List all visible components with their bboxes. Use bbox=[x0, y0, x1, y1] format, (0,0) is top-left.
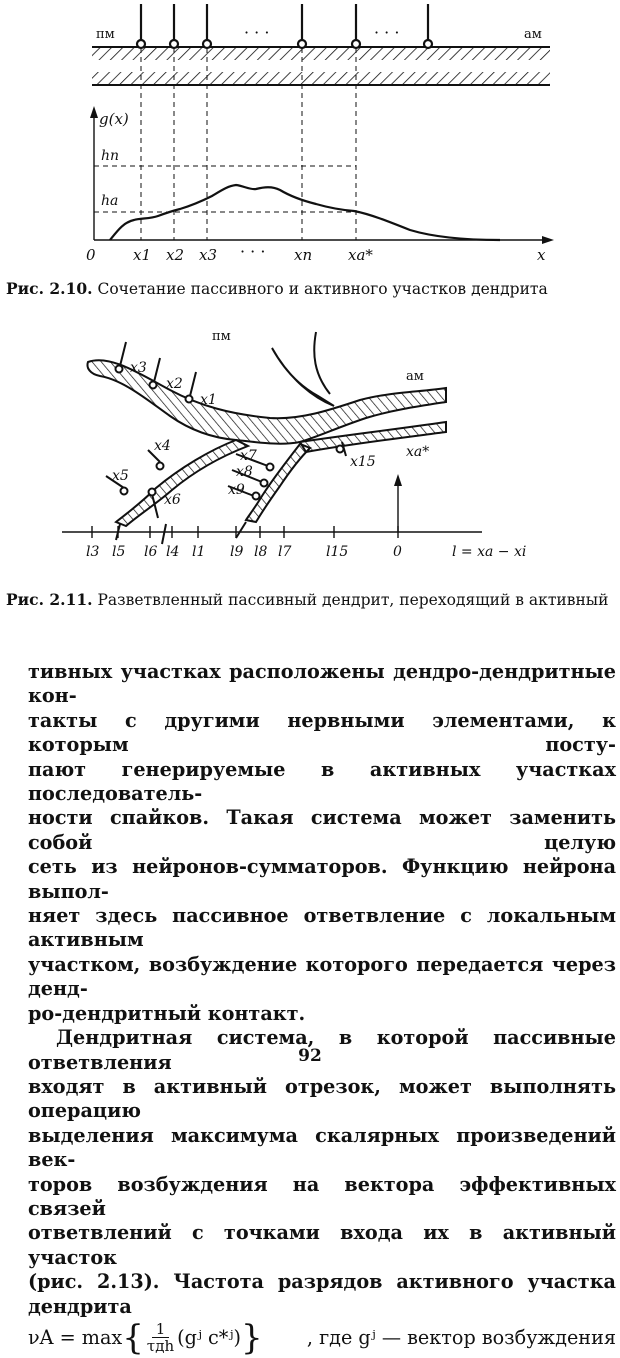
label-x8: x8 bbox=[236, 464, 253, 480]
text-line: ро-дендритный контакт. bbox=[28, 1001, 306, 1025]
text-line: ности спайков. Такая система может заменить собой целую bbox=[28, 806, 616, 854]
svg-text:l5: l5 bbox=[112, 544, 126, 560]
x-axis-label: x bbox=[537, 246, 546, 264]
text-line: Дендритная система, в которой пассивные ответвления bbox=[28, 1026, 616, 1074]
label-passive-membrane-2: пм bbox=[212, 329, 231, 344]
formula-line bbox=[28, 1317, 616, 1358]
label-active-membrane: ам bbox=[524, 27, 542, 42]
label-x4: x4 bbox=[154, 438, 171, 454]
svg-text:l7: l7 bbox=[278, 544, 292, 560]
figure-2-11 bbox=[0, 318, 620, 586]
formula-inner: (gʲ c*ʲ) bbox=[177, 1325, 241, 1349]
label-x1: x1 bbox=[200, 392, 217, 408]
svg-text:l9: l9 bbox=[230, 544, 244, 560]
page-number: 92 bbox=[298, 1046, 322, 1066]
tick-xa: xа* bbox=[348, 246, 373, 264]
dendrite-up-branch bbox=[272, 348, 334, 406]
svg-text:l3: l3 bbox=[86, 544, 100, 560]
caption-2-11 bbox=[6, 590, 616, 610]
text-line: участком, возбуждение которого передается через денд- bbox=[28, 952, 616, 1001]
label-x7: x7 bbox=[240, 448, 257, 464]
caption-2-10 bbox=[6, 279, 616, 299]
svg-text:0: 0 bbox=[393, 544, 402, 560]
tick-xn: xп bbox=[294, 246, 313, 264]
label-x5: x5 bbox=[112, 468, 129, 484]
formula-tail: , где gʲ — вектор возбуждения bbox=[306, 1325, 616, 1349]
label-x2: x2 bbox=[166, 376, 183, 392]
text-line: выделения максимума скалярных произведений век- bbox=[28, 1123, 616, 1172]
formula-fraction: $\frac{1}{\text{τдh}}$ bbox=[146, 1320, 175, 1356]
formula-lhs: νA = max bbox=[28, 1325, 123, 1349]
label-xa: xа* bbox=[406, 444, 430, 460]
svg-text:l15: l15 bbox=[326, 544, 349, 560]
membrane-bottom-band bbox=[92, 72, 550, 85]
tick-dots: · · · bbox=[240, 242, 266, 261]
y-axis-label: g(x) bbox=[99, 110, 129, 128]
l-axis-label: l = xа − xi bbox=[452, 544, 527, 560]
text-line: ответвлений с точками входа их в активный участок bbox=[28, 1221, 616, 1269]
body-text bbox=[28, 660, 616, 1358]
tick-x3: x3 bbox=[199, 246, 218, 264]
caption-2-10-text: Сочетание пассивного и активного участков дендрита bbox=[97, 280, 548, 298]
membrane-top-band bbox=[92, 47, 550, 60]
dots-top-2: · · · bbox=[374, 23, 400, 42]
text-line: тивных участках расположены дендро-дендритные кон- bbox=[28, 660, 616, 708]
label-ha: hа bbox=[101, 193, 119, 209]
label-x6: x6 bbox=[164, 492, 181, 508]
svg-text:l4: l4 bbox=[166, 544, 180, 560]
caption-2-11-number: Рис. 2.11. bbox=[6, 590, 93, 609]
svg-text:l6: l6 bbox=[144, 544, 158, 560]
tick-x1: x1 bbox=[133, 246, 152, 264]
l-tick-labels bbox=[86, 544, 402, 560]
caption-2-11-text: Разветвленный пассивный дендрит, переходящий в активный bbox=[97, 591, 609, 609]
caption-2-10-number: Рис. 2.10. bbox=[6, 279, 93, 298]
label-hn: hп bbox=[101, 148, 120, 164]
label-x9: x9 bbox=[228, 482, 245, 498]
label-active-membrane-2: ам bbox=[406, 369, 424, 384]
text-line: торов возбуждения на вектора эффективных связей bbox=[28, 1172, 616, 1220]
text-line: няет здесь пассивное ответвление с локальным активным bbox=[28, 904, 616, 952]
origin-label: 0 bbox=[86, 246, 96, 264]
text-line: сеть из нейронов-сумматоров. Функцию нейрона выпол- bbox=[28, 855, 616, 903]
label-passive-membrane: пм bbox=[96, 27, 115, 42]
svg-text:l8: l8 bbox=[254, 544, 268, 560]
svg-text:l1: l1 bbox=[192, 544, 206, 560]
formula: νA = max { $\frac{1}{\text{τдh}}$ (gʲ c*ʲ) } bbox=[28, 1317, 263, 1358]
text-line: (рис. 2.13). Частота разрядов активного участка дендрита bbox=[28, 1270, 616, 1318]
tick-x2: x2 bbox=[166, 246, 185, 264]
label-x15: x15 bbox=[350, 454, 376, 470]
dots-top-1: · · · bbox=[244, 23, 270, 42]
text-line: входят в активный отрезок, может выполнять операцию bbox=[28, 1074, 616, 1123]
figure-2-10 bbox=[0, 0, 620, 278]
text-line: такты с другими нервными элементами, к которым посту- bbox=[28, 708, 616, 757]
label-x3: x3 bbox=[130, 360, 147, 376]
text-line: пают генерируемые в активных участках последователь- bbox=[28, 757, 616, 806]
